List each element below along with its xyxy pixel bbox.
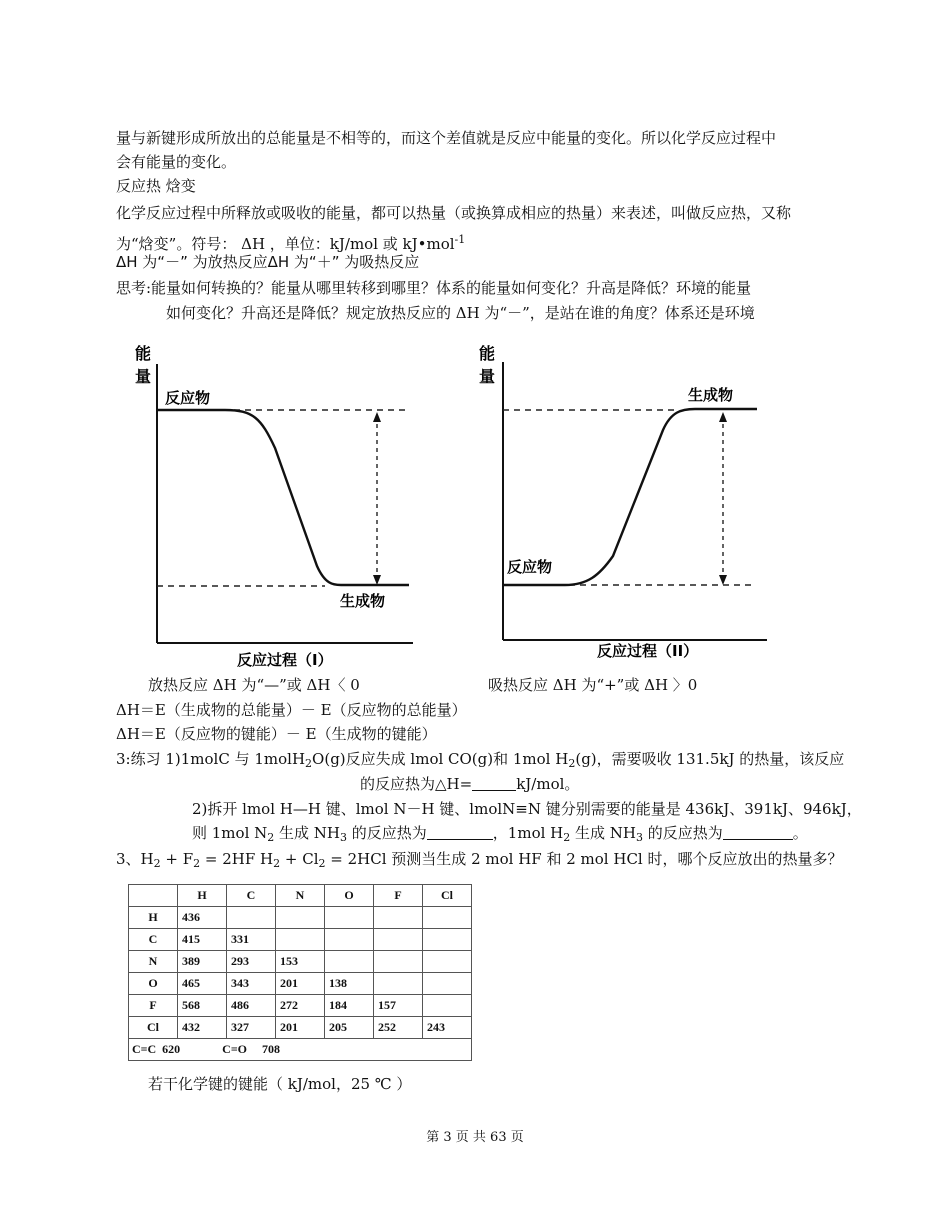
table-header-cell: N bbox=[276, 885, 325, 907]
table-header-cell bbox=[129, 885, 178, 907]
formula-bond-energy: ΔH＝E（反应物的键能）－ E（生成物的键能） bbox=[116, 725, 437, 743]
reactant-label: 反应物 bbox=[507, 558, 553, 576]
table-row bbox=[129, 907, 472, 929]
row-header-cell: F bbox=[129, 995, 178, 1017]
section-heading: 反应热 焓变 bbox=[116, 177, 196, 195]
product-label: 生成物 bbox=[340, 592, 386, 610]
table-header-cell: F bbox=[374, 885, 423, 907]
table-cell: 432 bbox=[178, 1017, 227, 1039]
paragraph-line: 量与新键形成所放出的总能量是不相等的，而这个差值就是反应中能量的变化。所以化学反应过程中 bbox=[116, 129, 777, 147]
y-axis-label-top: 能 bbox=[135, 344, 152, 363]
endo-caption: 吸热反应 ΔH 为“+”或 ΔH 〉0 bbox=[488, 676, 698, 694]
paragraph-line: 如何变化？升高还是降低？规定放热反应的 ΔH 为“－”，是站在谁的角度？体系还是环境 bbox=[166, 304, 755, 322]
product-label: 生成物 bbox=[688, 386, 734, 404]
table-cell bbox=[423, 907, 472, 929]
answer-blank[interactable] bbox=[723, 825, 793, 840]
row-header-cell: Cl bbox=[129, 1017, 178, 1039]
answer-blank[interactable] bbox=[427, 825, 493, 840]
table-caption: 若干化学键的键能（ kJ/mol，25 ℃ ） bbox=[148, 1075, 412, 1093]
table-extra-row bbox=[129, 1039, 472, 1061]
table-cell: 201 bbox=[276, 1017, 325, 1039]
paragraph-line: 会有能量的变化。 bbox=[116, 153, 237, 171]
paragraph-line: 化学反应过程中所释放或吸收的能量，都可以热量（或换算成相应的热量）来表述，叫做反应热，又称 bbox=[116, 204, 792, 222]
table-cell: 568 bbox=[178, 995, 227, 1017]
table-cell bbox=[276, 907, 325, 929]
table-cell: 436 bbox=[178, 907, 227, 929]
table-cell bbox=[374, 929, 423, 951]
table-cell bbox=[374, 973, 423, 995]
unit-superscript: -1 bbox=[454, 233, 466, 246]
row-header-cell: N bbox=[129, 951, 178, 973]
table-cell: 252 bbox=[374, 1017, 423, 1039]
paragraph-line: 思考:能量如何转换的？能量从哪里转移到哪里？体系的能量如何变化？升高是降低？环境的能量 bbox=[116, 279, 752, 297]
exercise-2: 2)拆开 lmol H—H 键、lmol N－H 键、lmolN≡N 键分别需要的能量是 436kJ、391kJ、946kJ， bbox=[192, 800, 862, 818]
table-cell: 331 bbox=[227, 929, 276, 951]
table-row bbox=[129, 929, 472, 951]
unit-text: 为“焓变”。符号： ΔH ，单位：kJ/mol 或 kJ•mol bbox=[116, 235, 455, 253]
table-cell bbox=[423, 951, 472, 973]
energy-curve bbox=[157, 410, 409, 585]
reactant-label: 反应物 bbox=[165, 389, 211, 407]
table-header-cell: O bbox=[325, 885, 374, 907]
table-cell bbox=[423, 929, 472, 951]
table-cell: 153 bbox=[276, 951, 325, 973]
table-cell bbox=[423, 995, 472, 1017]
exercise-3: 3、$H_2 + F_2 = 2HF$ $H_2 + Cl_2 = 2HCl$ 预测当生成 2 mol HF 和 2 mol HCl 时，哪个反应放出的热量多？ bbox=[116, 850, 843, 870]
exercise-1: 3:练习 1)1molC 与 1molH$_2$O(g)反应失成 lmol CO(g)和 1mol $H_2(g)$，需要吸收 131.5kJ 的热量，该反应 bbox=[116, 750, 845, 770]
table-cell bbox=[276, 929, 325, 951]
table-cell: 327 bbox=[227, 1017, 276, 1039]
table-cell bbox=[325, 951, 374, 973]
table-cell bbox=[374, 951, 423, 973]
table-cell: 272 bbox=[276, 995, 325, 1017]
page-footer: 第 3 页 共 63 页 bbox=[426, 1130, 524, 1145]
exercise-1-answer: 的反应热为△H= kJ/mol。 bbox=[360, 775, 580, 793]
table-cell: 138 bbox=[325, 973, 374, 995]
table-cell bbox=[325, 907, 374, 929]
table-cell: 205 bbox=[325, 1017, 374, 1039]
y-axis-label-bottom: 量 bbox=[135, 367, 152, 386]
formula-total-energy: ΔH＝E（生成物的总能量）－ E（反应物的总能量） bbox=[116, 701, 467, 719]
bond-energy-table bbox=[128, 884, 472, 1061]
table-cell: 465 bbox=[178, 973, 227, 995]
double-bond-energies: C=C 620 C=O 708 bbox=[129, 1039, 472, 1061]
table-cell: 415 bbox=[178, 929, 227, 951]
table-cell: 343 bbox=[227, 973, 276, 995]
table-cell bbox=[423, 973, 472, 995]
row-header-cell: O bbox=[129, 973, 178, 995]
row-header-cell: C bbox=[129, 929, 178, 951]
table-cell: 389 bbox=[178, 951, 227, 973]
y-axis-label-bottom: 量 bbox=[479, 367, 496, 386]
table-row bbox=[129, 1017, 472, 1039]
table-cell bbox=[227, 907, 276, 929]
table-cell bbox=[325, 929, 374, 951]
table-cell bbox=[374, 907, 423, 929]
sign-rule: ΔH 为“－” 为放热反应ΔH 为“＋” 为吸热反应 bbox=[116, 253, 420, 271]
table-cell: 243 bbox=[423, 1017, 472, 1039]
y-axis-label-top: 能 bbox=[479, 344, 496, 363]
row-header-cell: H bbox=[129, 907, 178, 929]
x-axis-label: 反应过程（I） bbox=[237, 651, 333, 669]
table-row bbox=[129, 973, 472, 995]
endothermic-diagram bbox=[475, 338, 775, 670]
exo-caption: 放热反应 ΔH 为“—”或 ΔH〈 0 bbox=[148, 676, 360, 694]
table-cell: 293 bbox=[227, 951, 276, 973]
table-header-cell: Cl bbox=[423, 885, 472, 907]
x-axis-label: 反应过程（II） bbox=[597, 642, 699, 660]
table-header-cell: H bbox=[178, 885, 227, 907]
answer-blank[interactable] bbox=[472, 776, 516, 791]
table-cell: 486 bbox=[227, 995, 276, 1017]
table-cell: 157 bbox=[374, 995, 423, 1017]
exothermic-diagram bbox=[125, 338, 425, 670]
table-header-row bbox=[129, 885, 472, 907]
table-cell: 184 bbox=[325, 995, 374, 1017]
table-header-cell: C bbox=[227, 885, 276, 907]
exercise-2-question: 则 1mol $N_2$ 生成 $NH_3$ 的反应热为 ，1mol $H_2$ 生成 $NH_3$ 的反应热为 。 bbox=[192, 824, 808, 844]
table-row bbox=[129, 951, 472, 973]
table-cell: 201 bbox=[276, 973, 325, 995]
table-row bbox=[129, 995, 472, 1017]
